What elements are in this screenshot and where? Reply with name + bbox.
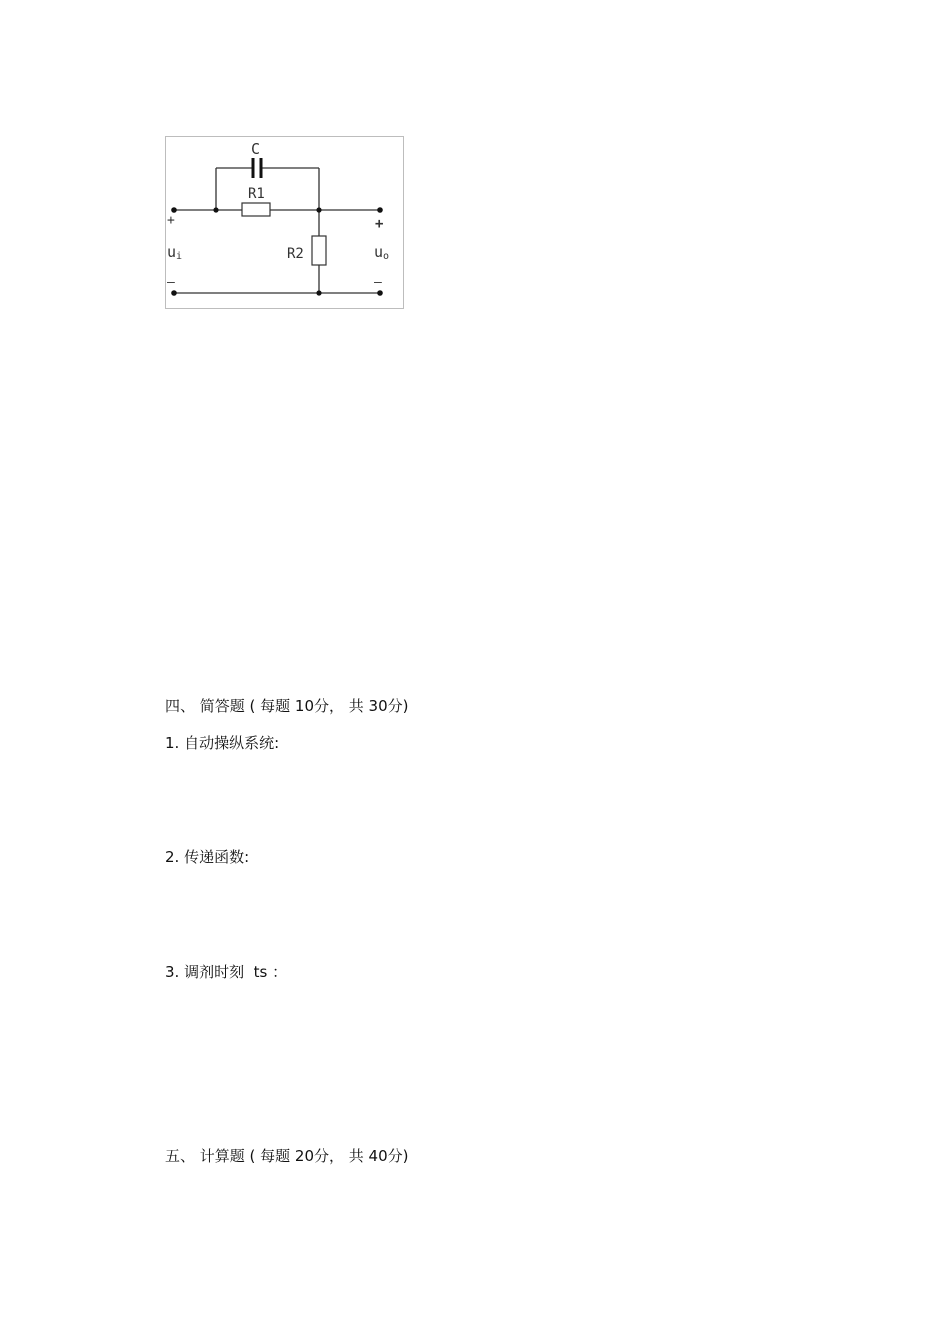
resistor-r1 <box>242 203 270 216</box>
junction-right <box>316 207 321 212</box>
input-minus-sign: – <box>167 275 175 290</box>
junction-bottom <box>316 290 321 295</box>
question-1: 1. 自动操纵系统: <box>165 734 280 752</box>
section-5-heading: 五、 计算题 ( 每题 20分， 共 40分) <box>165 1147 409 1165</box>
input-terminal-top <box>171 207 177 213</box>
section-4-heading: 四、 简答题 ( 每题 10分， 共 30分) <box>165 697 409 715</box>
output-plus-sign: + <box>375 216 384 232</box>
circuit-svg <box>166 137 403 308</box>
capacitor-label: C <box>251 140 261 158</box>
question-3: 3. 调剂时刻 ts ： <box>165 963 288 981</box>
output-terminal-bottom <box>377 290 383 296</box>
input-voltage-label: ui <box>167 243 183 262</box>
resistor-r2 <box>312 236 326 265</box>
junction-left <box>213 207 218 212</box>
input-terminal-bottom <box>171 290 177 296</box>
output-voltage-label: uo <box>374 243 390 262</box>
question-2: 2. 传递函数: <box>165 848 250 866</box>
r1-label: R1 <box>248 186 265 202</box>
output-terminal-top <box>377 207 383 213</box>
input-plus-sign: + <box>167 213 175 228</box>
output-minus-sign: – <box>374 275 382 290</box>
r2-label: R2 <box>287 246 304 262</box>
circuit-diagram <box>165 136 404 309</box>
